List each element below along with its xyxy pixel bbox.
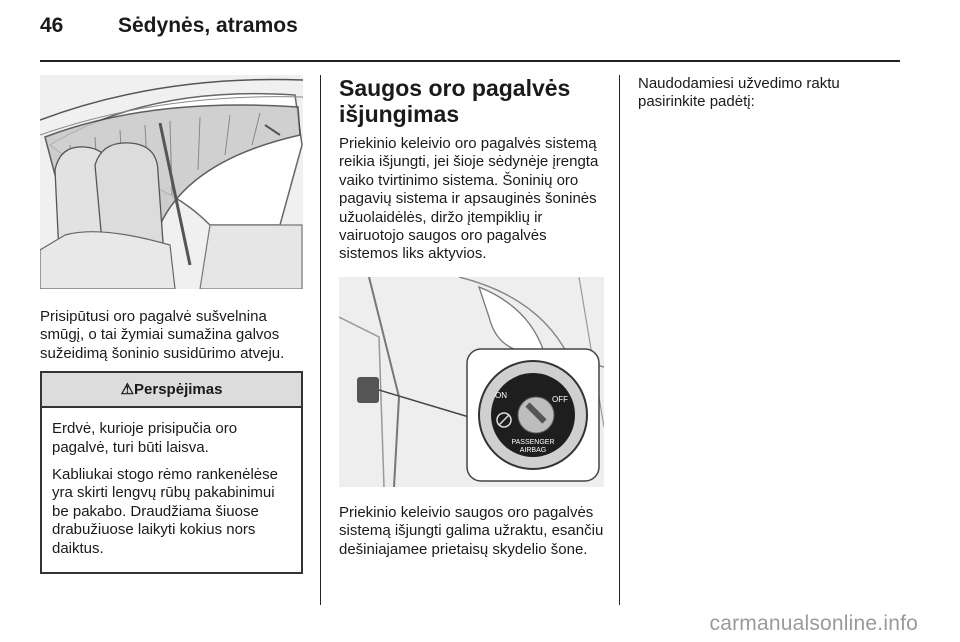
curtain-airbag-illustration xyxy=(40,75,303,289)
warning-paragraph: Kabliukai stogo rėmo rankenėlėse yra skirti lengvų rūbų pakabinimui be pakabo. Draudžiama šiuose drabužiuose laikyti kokius nors daiktus. xyxy=(52,466,278,557)
column-1 xyxy=(40,75,303,574)
warning-paragraph: Erdvė, kurioje prisipučia oro pagalvė, turi būti laisva. xyxy=(52,420,238,456)
column-2 xyxy=(339,75,604,559)
warning-box xyxy=(40,371,303,574)
airbag-switch-illustration xyxy=(339,277,604,487)
site-watermark: carmanualsonline.info xyxy=(709,612,918,635)
page-number: 46 xyxy=(40,14,64,37)
switch-off-label: OFF xyxy=(552,394,568,404)
switch-on-label: ON xyxy=(495,390,507,400)
switch-airbag-label: AIRBAG xyxy=(519,446,547,454)
warning-header xyxy=(42,373,301,408)
column-3 xyxy=(638,75,900,112)
section-heading: Saugos oro pagalvės išjungimas xyxy=(339,75,571,127)
header-rule xyxy=(40,60,900,62)
column-divider-2 xyxy=(619,75,620,605)
key-instruction-text: Naudodamiesi užvedimo raktu pasirinkite padėtį: xyxy=(638,75,840,111)
airbag-deactivation-intro: Priekinio keleivio oro pagalvės sistemą reikia išjungti, jei šioje sėdynėje įrengta vaiko tvirtinimo sistema. Šoninių oro pagavių sistema ir apsauginės šoninės užuolaidėlės, diržo įtempiklių ir vairuotojo saugos oro pagalvės sistemos liks aktyvios. xyxy=(339,135,599,263)
warning-triangle-icon: ⚠ xyxy=(120,381,135,399)
switch-passenger-label: PASSENGER xyxy=(511,438,555,446)
page-title: Sėdynės, atramos xyxy=(118,14,298,37)
column-divider-1 xyxy=(320,75,321,605)
warning-title: Perspėjimas xyxy=(134,381,223,399)
airbag-switch-caption: Priekinio keleivio saugos oro pagalvės sistemą išjungti galima užraktu, esančiu dešiniajamee prietaisų skydelio šone. xyxy=(339,503,604,558)
warning-body xyxy=(42,408,301,572)
curtain-airbag-caption: Prisipūtusi oro pagalvė sušvelnina smūgį, o tai žymiai sumažina galvos sužeidimą šoninio susidūrimo atveju. xyxy=(40,308,285,362)
